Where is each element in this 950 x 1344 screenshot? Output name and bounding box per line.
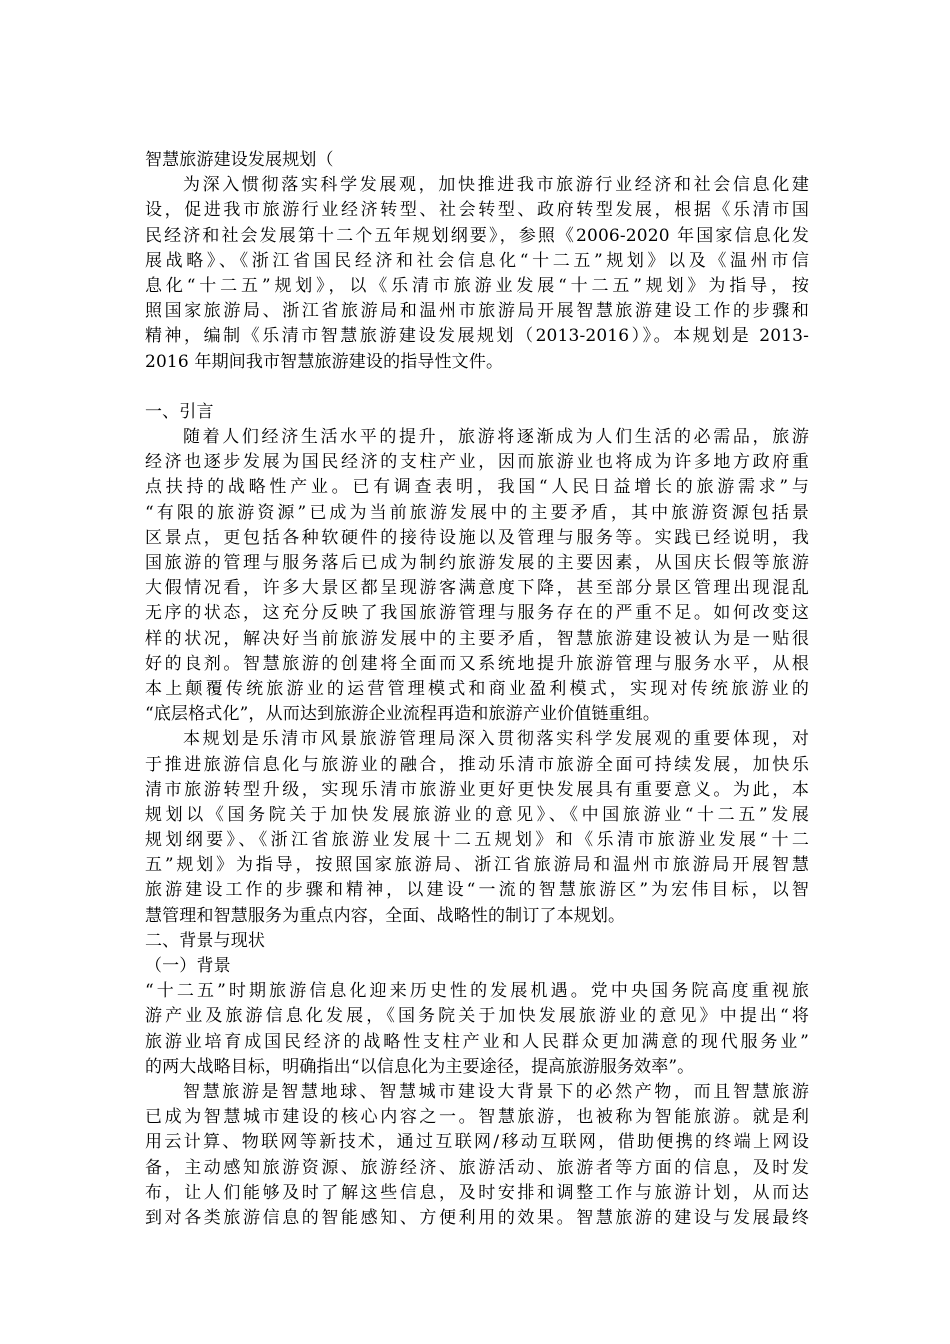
- paragraph-line: 的两大战略目标，明确指出“以信息化为主要途径，提高旅游服务效率”。: [145, 1056, 695, 1077]
- document-title: 智慧旅游建设发展规划（: [145, 150, 334, 170]
- background-paragraph-1: [145, 979, 809, 1080]
- paragraph-line: 经济也逐步发展为国民经济的支柱产业，因而旅游业也将成为许多地方政府重: [145, 452, 809, 473]
- paragraph-line: 慧管理和智慧服务为重点内容，全面、战略性的制订了本规划。: [145, 905, 626, 926]
- section-heading-background: 二、背景与现状: [145, 930, 266, 951]
- paragraph-line: 息化“十二五”规划》，以《乐清市旅游业发展“十二五”规划》为指导，按: [145, 275, 809, 296]
- paragraph-line: 本上颠覆传统旅游业的运营管理模式和商业盈利模式，实现对传统旅游业的: [145, 678, 809, 699]
- paragraph-line: 布，让人们能够及时了解这些信息，及时安排和调整工作与旅游计划，从而达: [145, 1182, 809, 1203]
- introduction-paragraph-2: [145, 727, 809, 929]
- paragraph-line: 样的状况，解决好当前旅游发展中的主要矛盾，智慧旅游建设被认为是一贴很: [145, 628, 809, 649]
- paragraph-line: 用云计算、物联网等新技术，通过互联网/移动互联网，借助便携的终端上网设: [145, 1132, 809, 1153]
- intro-paragraph: [145, 173, 809, 375]
- paragraph-line: 区景点，更包括各种软硬件的接待设施以及管理与服务等。实践已经说明，我: [145, 527, 809, 548]
- paragraph-line: “底层格式化”，从而达到旅游企业流程再造和旅游产业价值链重组。: [145, 704, 661, 725]
- paragraph-line: 2016 年期间我市智慧旅游建设的指导性文件。: [145, 351, 504, 372]
- section-heading-introduction: 一、引言: [145, 401, 214, 422]
- paragraph-line: 游产业及旅游信息化发展，《国务院关于加快发展旅游业的意见》中提出“将: [145, 1006, 809, 1027]
- paragraph-line: 于推进旅游信息化与旅游业的融合，推动乐清市旅游全面可持续发展，加快乐: [145, 754, 809, 775]
- paragraph-line: 本规划是乐清市风景旅游管理局深入贯彻落实科学发展观的重要体现，对: [183, 729, 809, 750]
- paragraph-line: 好的良剂。智慧旅游的创建将全面而又系统地提升旅游管理与服务水平，从根: [145, 653, 809, 674]
- paragraph-line: 为深入惯彻落实科学发展观，加快推进我市旅游行业经济和社会信息化建: [183, 175, 809, 196]
- paragraph-line: 大假情况看，许多大景区都呈现游客满意度下降，甚至部分景区管理出现混乱: [145, 578, 809, 599]
- paragraph-line: 设，促进我市旅游行业经济转型、社会转型、政府转型发展，根据《乐清市国: [145, 200, 809, 221]
- paragraph-line: 智慧旅游是智慧地球、智慧城市建设大背景下的必然产物，而且智慧旅游: [183, 1081, 809, 1102]
- paragraph-line: 展战略》、《浙江省国民经济和社会信息化“十二五”规划》以及《温州市信: [145, 250, 809, 271]
- document-page: [145, 148, 809, 1231]
- paragraph-line: 国旅游的管理与服务落后已成为制约旅游发展的主要因素，从国庆长假等旅游: [145, 553, 809, 573]
- paragraph-line: 旅游业培育成国民经济的战略性支柱产业和人民群众更加满意的现代服务业”: [145, 1031, 809, 1052]
- paragraph-line: 规划纲要》、《浙江省旅游业发展十二五规划》和《乐清市旅游业发展“十二: [145, 830, 809, 851]
- subsection-heading-background: （一）背景: [145, 956, 231, 976]
- background-paragraph-2: [145, 1080, 809, 1231]
- blank-line: [145, 375, 809, 400]
- paragraph-line: 五”规划》为指导，按照国家旅游局、浙江省旅游局和温州市旅游局开展智慧: [145, 855, 809, 876]
- paragraph-line: 清市旅游转型升级，实现乐清市旅游业更好更快发展具有重要意义。为此，本: [145, 779, 809, 800]
- paragraph-line: 民经济和社会发展第十二个五年规划纲要》，参照《2006-2020 年国家信息化发: [145, 225, 809, 246]
- paragraph-line: 旅游建设工作的步骤和精神，以建设“一流的智慧旅游区”为宏伟目标，以智: [145, 880, 809, 901]
- paragraph-line: “有限的旅游资源”已成为当前旅游发展中的主要矛盾，其中旅游资源包括景: [145, 502, 809, 523]
- paragraph-line: 随着人们经济生活水平的提升，旅游将逐渐成为人们生活的必需品，旅游: [183, 427, 809, 448]
- introduction-paragraph-1: [145, 425, 809, 727]
- paragraph-line: 照国家旅游局、浙江省旅游局和温州市旅游局开展智慧旅游建设工作的步骤和: [145, 301, 809, 322]
- paragraph-line: 备，主动感知旅游资源、旅游经济、旅游活动、旅游者等方面的信息，及时发: [145, 1157, 809, 1178]
- paragraph-line: 到对各类旅游信息的智能感知、方便利用的效果。智慧旅游的建设与发展最终: [145, 1207, 809, 1228]
- paragraph-line: 精神，编制《乐清市智慧旅游建设发展规划（2013-2016）》。本规划是 2013-: [145, 326, 809, 347]
- paragraph-line: 点扶持的战略性产业。已有调查表明，我国“人民日益增长的旅游需求”与: [145, 477, 809, 498]
- paragraph-line: 已成为智慧城市建设的核心内容之一。智慧旅游，也被称为智能旅游。就是利: [145, 1107, 809, 1128]
- paragraph-line: 无序的状态，这充分反映了我国旅游管理与服务存在的严重不足。如何改变这: [145, 603, 809, 624]
- paragraph-line: “十二五”时期旅游信息化迎来历史性的发展机遇。党中央国务院高度重视旅: [145, 981, 809, 1002]
- paragraph-line: 规划以《国务院关于加快发展旅游业的意见》、《中国旅游业“十二五”发展: [145, 804, 809, 825]
